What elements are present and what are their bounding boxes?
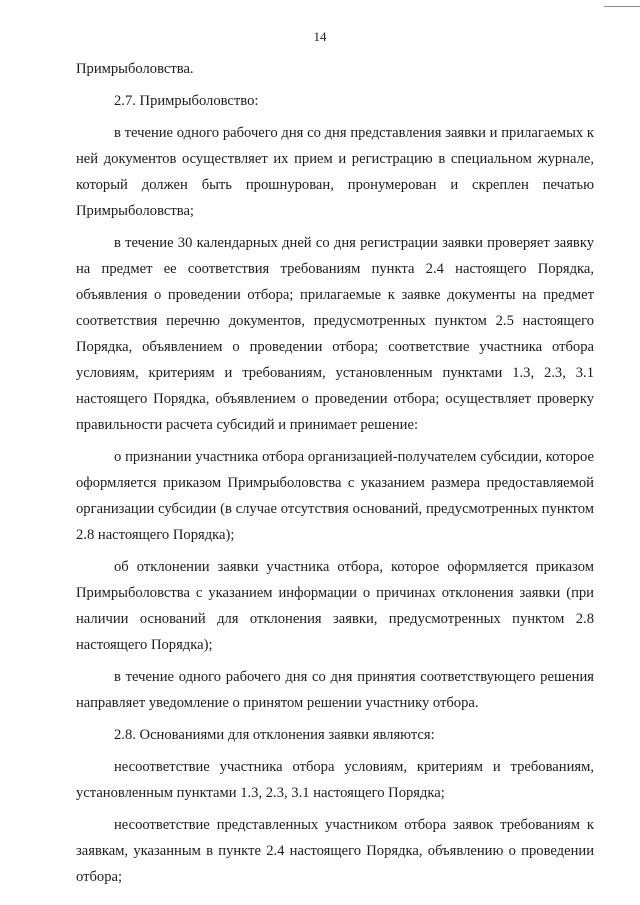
page-number: 14 <box>313 29 327 44</box>
paragraph-ground-1: несоответствие участника отбора условиям, критериям и требованиям, установленным пунктами 1.3, 2.3, 3.1 настоящего Порядка; <box>76 759 594 801</box>
paragraph-ground-2: несоответствие представленных участником отбора заявок требованиям к заявкам, указанным в пункте 2.4 настоящего Порядка, объявлению о проведении отбора; <box>76 817 594 885</box>
page-body <box>76 56 594 896</box>
paragraph-continuation: Примрыболовства. <box>76 61 194 77</box>
corner-rule <box>604 6 640 7</box>
paragraph-rejection: об отклонении заявки участника отбора, которое оформляется приказом Примрыболовства с указанием информации о причинах отклонения заявки (при наличии оснований для отклонения заявки, предусмотренных пунктом 2.8 настоящего Порядка); <box>76 559 594 653</box>
section-heading-2-8: 2.8. Основаниями для отклонения заявки являются: <box>114 727 435 743</box>
paragraph-registration: в течение одного рабочего дня со дня представления заявки и прилагаемых к ней документов осуществляет их прием и регистрацию в специальном журнале, который должен быть прошнурован, пронумерован и скреплен печатью Примрыболовства; <box>76 125 594 219</box>
paragraph-approval: о признании участника отбора организацией-получателем субсидии, которое оформляется приказом Примрыболовства с указанием размера предоставляемой организации субсидии (в случае отсутствия оснований, предусмотренных пунктом 2.8 настоящего Порядка); <box>76 449 594 543</box>
paragraph-review: в течение 30 календарных дней со дня регистрации заявки проверяет заявку на предмет ее соответствия требованиям пункта 2.4 настоящего Порядка, объявления о проведении отбора; прилагаемые к заявке документы на предмет соответствия перечню документов, предусмотренных пунктом 2.5 настоящего Порядка, объявлением о проведении отбора; соответствие участника отбора условиям, критериям и требованиям, установленным пунктами 1.3, 2.3, 3.1 настоящего Порядка, объявлением о проведении отбора; осуществляет проверку правильности расчета субсидий и принимает решение: <box>76 235 594 433</box>
section-heading-2-7: 2.7. Примрыболовство: <box>114 93 259 109</box>
paragraph-notification: в течение одного рабочего дня со дня принятия соответствующего решения направляет уведомление о принятом решении участнику отбора. <box>76 669 594 711</box>
